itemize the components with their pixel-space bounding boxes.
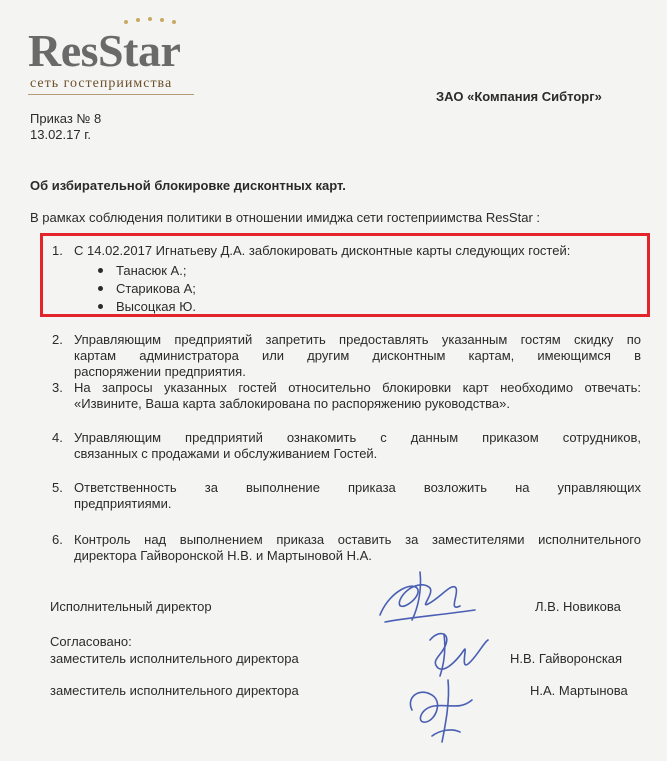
logo-rule bbox=[28, 94, 194, 95]
item-line: На запросы указанных гостей относительно блокировки карт необходимо отвечать: bbox=[74, 380, 641, 395]
handwritten-signatures bbox=[360, 560, 510, 750]
bullet-item: Высоцкая Ю. bbox=[98, 298, 196, 316]
order-number: Приказ № 8 bbox=[30, 111, 102, 126]
director-name: Л.В. Новикова bbox=[535, 599, 621, 614]
item-line: Контроль над выполнением приказа оставить за заместителями исполнительного bbox=[74, 532, 641, 547]
bullet-item: Старикова А; bbox=[98, 280, 196, 298]
bullet-item: Танасюк А.; bbox=[98, 262, 196, 280]
item-line: Управляющим предприятий запретить предоставлять указанным гостям скидку по bbox=[74, 332, 641, 347]
item-number: 2. bbox=[52, 332, 63, 347]
director-role: Исполнительный директор bbox=[50, 599, 212, 614]
item-number: 4. bbox=[52, 430, 63, 445]
item-line: предприятиями. bbox=[74, 496, 172, 511]
item-line: распоряжении предприятия. bbox=[74, 364, 246, 379]
company-name: ЗАО «Компания Сибторг» bbox=[436, 89, 602, 104]
deputy2-name: Н.А. Мартынова bbox=[530, 683, 628, 698]
resstar-logo bbox=[28, 14, 208, 94]
agreed-label: Согласовано: bbox=[50, 634, 132, 649]
item-number: 6. bbox=[52, 532, 63, 547]
item-text bbox=[74, 532, 641, 564]
item-line: С 14.02.2017 Игнатьеву Д.А. заблокировать дисконтные карты следующих гостей: bbox=[74, 243, 571, 258]
item-text bbox=[74, 380, 641, 412]
deputy1-role: заместитель исполнительного директора bbox=[50, 651, 299, 666]
blocked-guests-list bbox=[98, 262, 196, 316]
item-line: директора Гайворонской Н.В. и Мартыновой Н.А. bbox=[74, 548, 372, 563]
deputy1-name: Н.В. Гайворонская bbox=[510, 651, 623, 666]
item-line: Управляющим предприятий ознакомить с данным приказом сотрудников, bbox=[74, 430, 641, 445]
item-number: 5. bbox=[52, 480, 63, 495]
item-number: 3. bbox=[52, 380, 63, 395]
logo-tagline: сеть гостеприимства bbox=[30, 76, 173, 91]
item-text bbox=[74, 480, 641, 512]
item-line: картам администратора или другим дисконтным картам, имеющимся в bbox=[74, 348, 641, 363]
order-date: 13.02.17 г. bbox=[30, 127, 91, 142]
item-line: связанных с продажами и обслуживанием Гостей. bbox=[74, 446, 378, 461]
document-intro: В рамках соблюдения политики в отношении имиджа сети гостеприимства ResStar : bbox=[30, 210, 541, 225]
item-line: Ответственность за выполнение приказа возложить на управляющих bbox=[74, 480, 641, 495]
item-number: 1. bbox=[52, 243, 63, 258]
item-text bbox=[74, 243, 644, 259]
document-title: Об избирательной блокировке дисконтных карт. bbox=[30, 178, 346, 193]
deputy2-role: заместитель исполнительного директора bbox=[50, 683, 299, 698]
item-text bbox=[74, 430, 641, 462]
item-line: «Извините, Ваша карта заблокирована по распоряжению руководства». bbox=[74, 396, 510, 411]
logo-brand: ResStar bbox=[28, 25, 181, 76]
item-text bbox=[74, 332, 641, 380]
